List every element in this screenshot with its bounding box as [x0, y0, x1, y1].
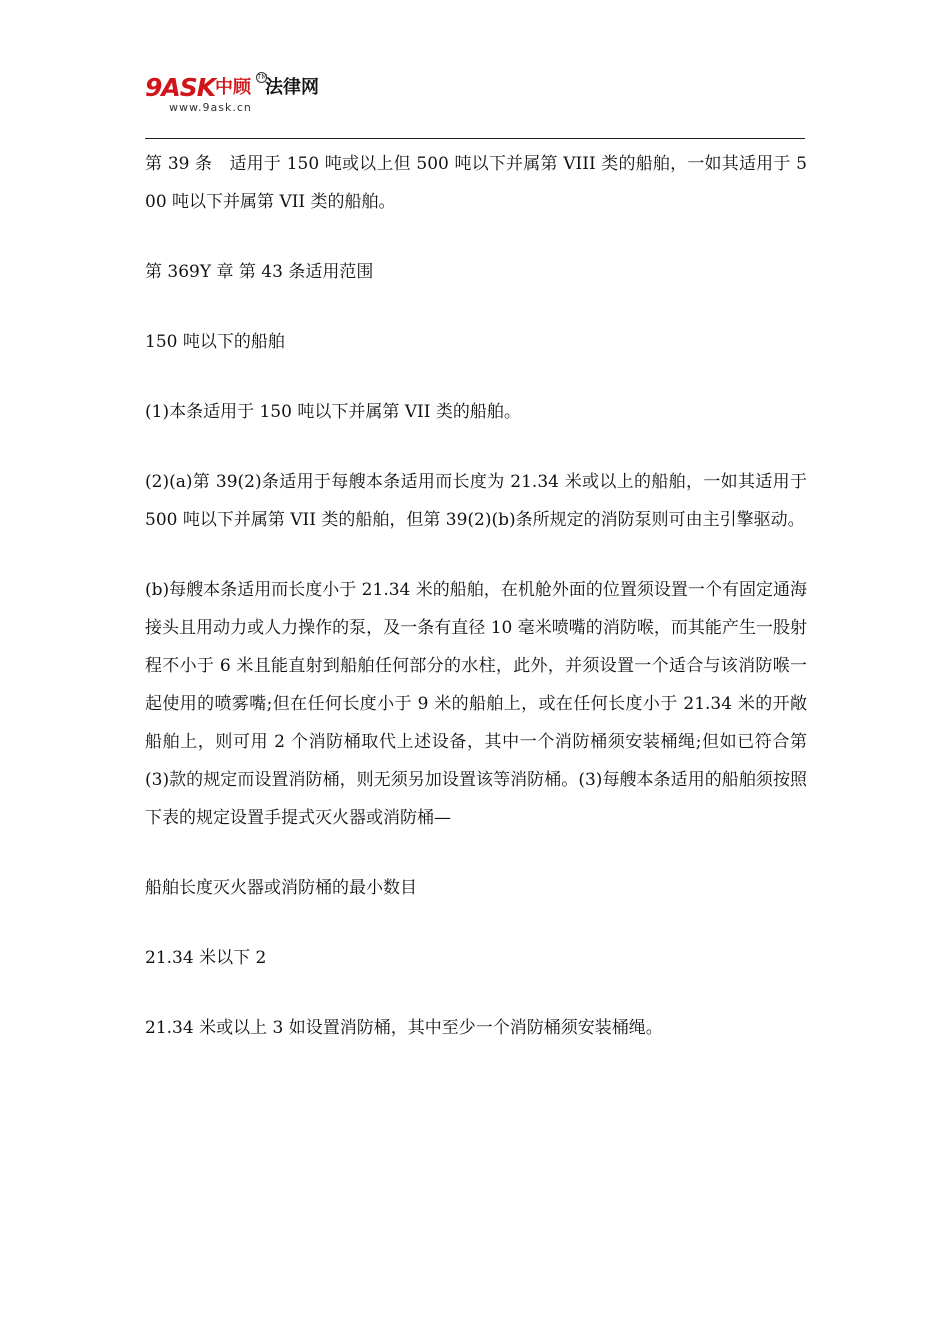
paragraph-subheading: 150 吨以下的船舶	[145, 332, 285, 352]
paragraph-article-39: 第 39 条 适用于 150 吨或以上但 500 吨以下并属第 VIII 类的船舶，一如其适用于 500 吨以下并属第 VII 类的船舶。	[145, 154, 807, 212]
paragraph-table-row-1: 21.34 米以下 2	[145, 948, 267, 968]
logo-name: 法律网	[265, 77, 319, 98]
paragraph-clause-2a: (2)(a)第 39(2)条适用于每艘本条适用而长度为 21.34 米或以上的船舶，一如其适用于 500 吨以下并属第 VII 类的船舶，但第 39(2)(b)条所规定的消防泵则可由主引擎驱动。	[145, 472, 807, 530]
logo-url: www.9ask.cn	[169, 101, 252, 114]
paragraph-clause-2b: (b)每艘本条适用而长度小于 21.34 米的船舶，在机舱外面的位置须设置一个有固定通海接头且用动力或人力操作的泵，及一条有直径 10 毫米喷嘴的消防喉，而其能产生一股射程不小于 6 米且能直射到船舶任何部分的水柱，此外，并须设置一个适合与该消防喉一起使用的喷雾嘴;但在任何长度小于 9 米的船舶上，或在任何长度小于 21.34 米的开敞船舶上，则可用 2 个消防桶取代上述设备，其中一个消防桶须安装桶绳;但如已符合第(3)款的规定而设置消防桶，则无须另加设置该等消防桶。(3)每艘本条适用的船舶须按照下表的规定设置手提式灭火器或消防桶—	[145, 580, 807, 828]
trademark-icon: TM	[257, 73, 268, 81]
paragraph-table-header: 船舶长度灭火器或消防桶的最小数目	[145, 878, 417, 898]
paragraph-table-row-2: 21.34 米或以上 3 如设置消防桶，其中至少一个消防桶须安装桶绳。	[145, 1018, 663, 1038]
site-logo[interactable]	[145, 74, 325, 118]
logo-brand: 中顾	[215, 77, 251, 98]
paragraph-clause-1: (1)本条适用于 150 吨以下并属第 VII 类的船舶。	[145, 402, 521, 422]
logo-mark: 9ASK	[145, 73, 216, 102]
paragraph-chapter-heading: 第 369Y 章 第 43 条适用范围	[145, 262, 374, 282]
header-divider	[145, 138, 805, 139]
page-header	[145, 68, 805, 138]
document-body	[145, 145, 807, 1079]
